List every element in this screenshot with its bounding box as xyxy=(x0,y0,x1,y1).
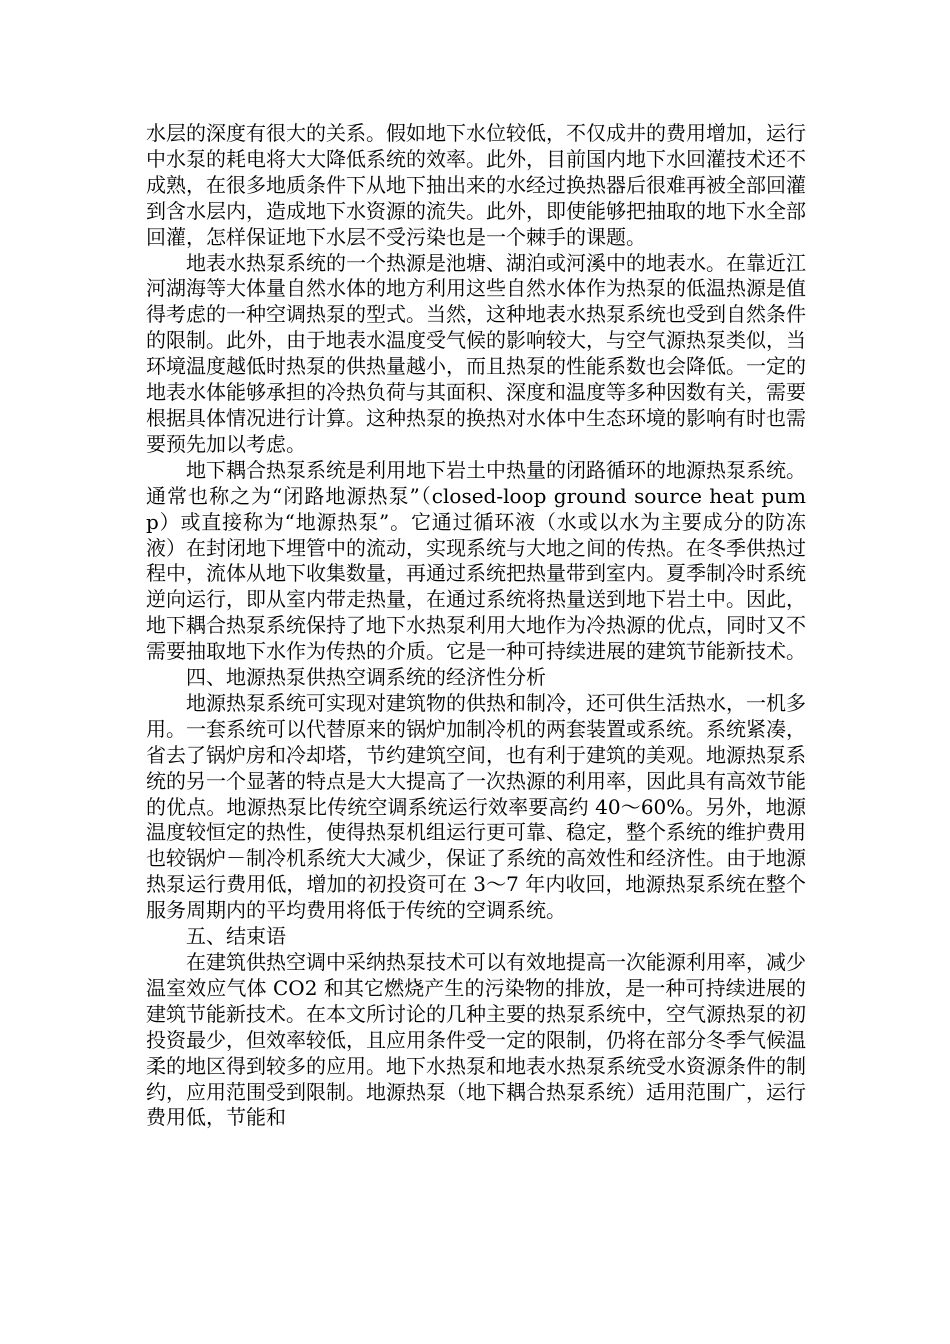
section-heading-economic-analysis: 四、地源热泵供热空调系统的经济性分析 xyxy=(186,665,546,690)
paragraph-groundwater-continuation: 水层的深度有很大的关系。假如地下水位较低，不仅成井的费用增加，运行中水泵的耗电将大大降低系统的效率。此外，目前国内地下水回灌技术还不成熟，在很多地质条件下从地下抽出来的水经过换热器后很难再被全部回灌到含水层内，造成地下水资源的流失。此外，即使能够把抽取的地下水全部回灌，怎样保证地下水层不受污染也是一个棘手的课题。 xyxy=(146,121,806,249)
section-heading-conclusion: 五、结束语 xyxy=(186,924,286,949)
document-body xyxy=(146,121,806,1131)
paragraph-economic-analysis: 地源热泵系统可实现对建筑物的供热和制冷，还可供生活热水，一机多用。一套系统可以代替原来的锅炉加制冷机的两套装置或系统。系统紧凑，省去了锅炉房和冷却塔，节约建筑空间，也有利于建筑的美观。地源热泵系统的另一个显著的特点是大大提高了一次热源的利用率，因此具有高效节能的优点。地源热泵比传统空调系统运行效率要高约 40～60%。另外，地源温度较恒定的热性，使得热泵机组运行更可靠、稳定，整个系统的维护费用也较锅炉－制冷机系统大大减少，保证了系统的高效性和经济性。由于地源热泵运行费用低，增加的初投资可在 3～7 年内收回，地源热泵系统在整个服务周期内的平均费用将低于传统的空调系统。 xyxy=(146,690,806,923)
paragraph-ground-coupled-heat-pump: 地下耦合热泵系统是利用地下岩土中热量的闭路循环的地源热泵系统。通常也称之为“闭路地源热泵”（closed-loop ground source heat pump）或直接称为“地源热泵”。它通过循环液（水或以水为主要成分的防冻液）在封闭地下埋管中的流动，实现系统与大地之间的传热。在冬季供热过程中，流体从地下收集数量，再通过系统把热量带到室内。夏季制冷时系统逆向运行，即从室内带走热量，在通过系统将热量送到地下岩土中。因此，地下耦合热泵系统保持了地下水热泵利用大地作为冷热源的优点，同时又不需要抽取地下水作为传热的介质。它是一种可持续进展的建筑节能新技术。 xyxy=(146,457,806,664)
paragraph-surface-water-heat-pump: 地表水热泵系统的一个热源是池塘、湖泊或河溪中的地表水。在靠近江河湖海等大体量自然水体的地方利用这些自然水体作为热泵的低温热源是值得考虑的一种空调热泵的型式。当然，这种地表水热泵系统也受到自然条件的限制。此外，由于地表水温度受气候的影响较大，与空气源热泵类似，当环境温度越低时热泵的供热量越小，而且热泵的性能系数也会降低。一定的地表水体能够承担的冷热负荷与其面积、深度和温度等多种因数有关，需要根据具体情况进行计算。这种热泵的换热对水体中生态环境的影响有时也需要预先加以考虑。 xyxy=(146,250,806,456)
paragraph-conclusion: 在建筑供热空调中采纳热泵技术可以有效地提高一次能源利用率，减少温室效应气体 CO2 和其它燃烧产生的污染物的排放，是一种可持续进展的建筑节能新技术。在本文所讨论的几种主要的热泵系统中，空气源热泵的初投资最少，但效率较低，且应用条件受一定的限制，仍将在部分冬季气候温柔的地区得到较多的应用。地下水热泵和地表水热泵系统受水资源条件的制约，应用范围受到限制。地源热泵（地下耦合热泵系统）适用范围广，运行费用低，节能和 xyxy=(146,950,806,1130)
